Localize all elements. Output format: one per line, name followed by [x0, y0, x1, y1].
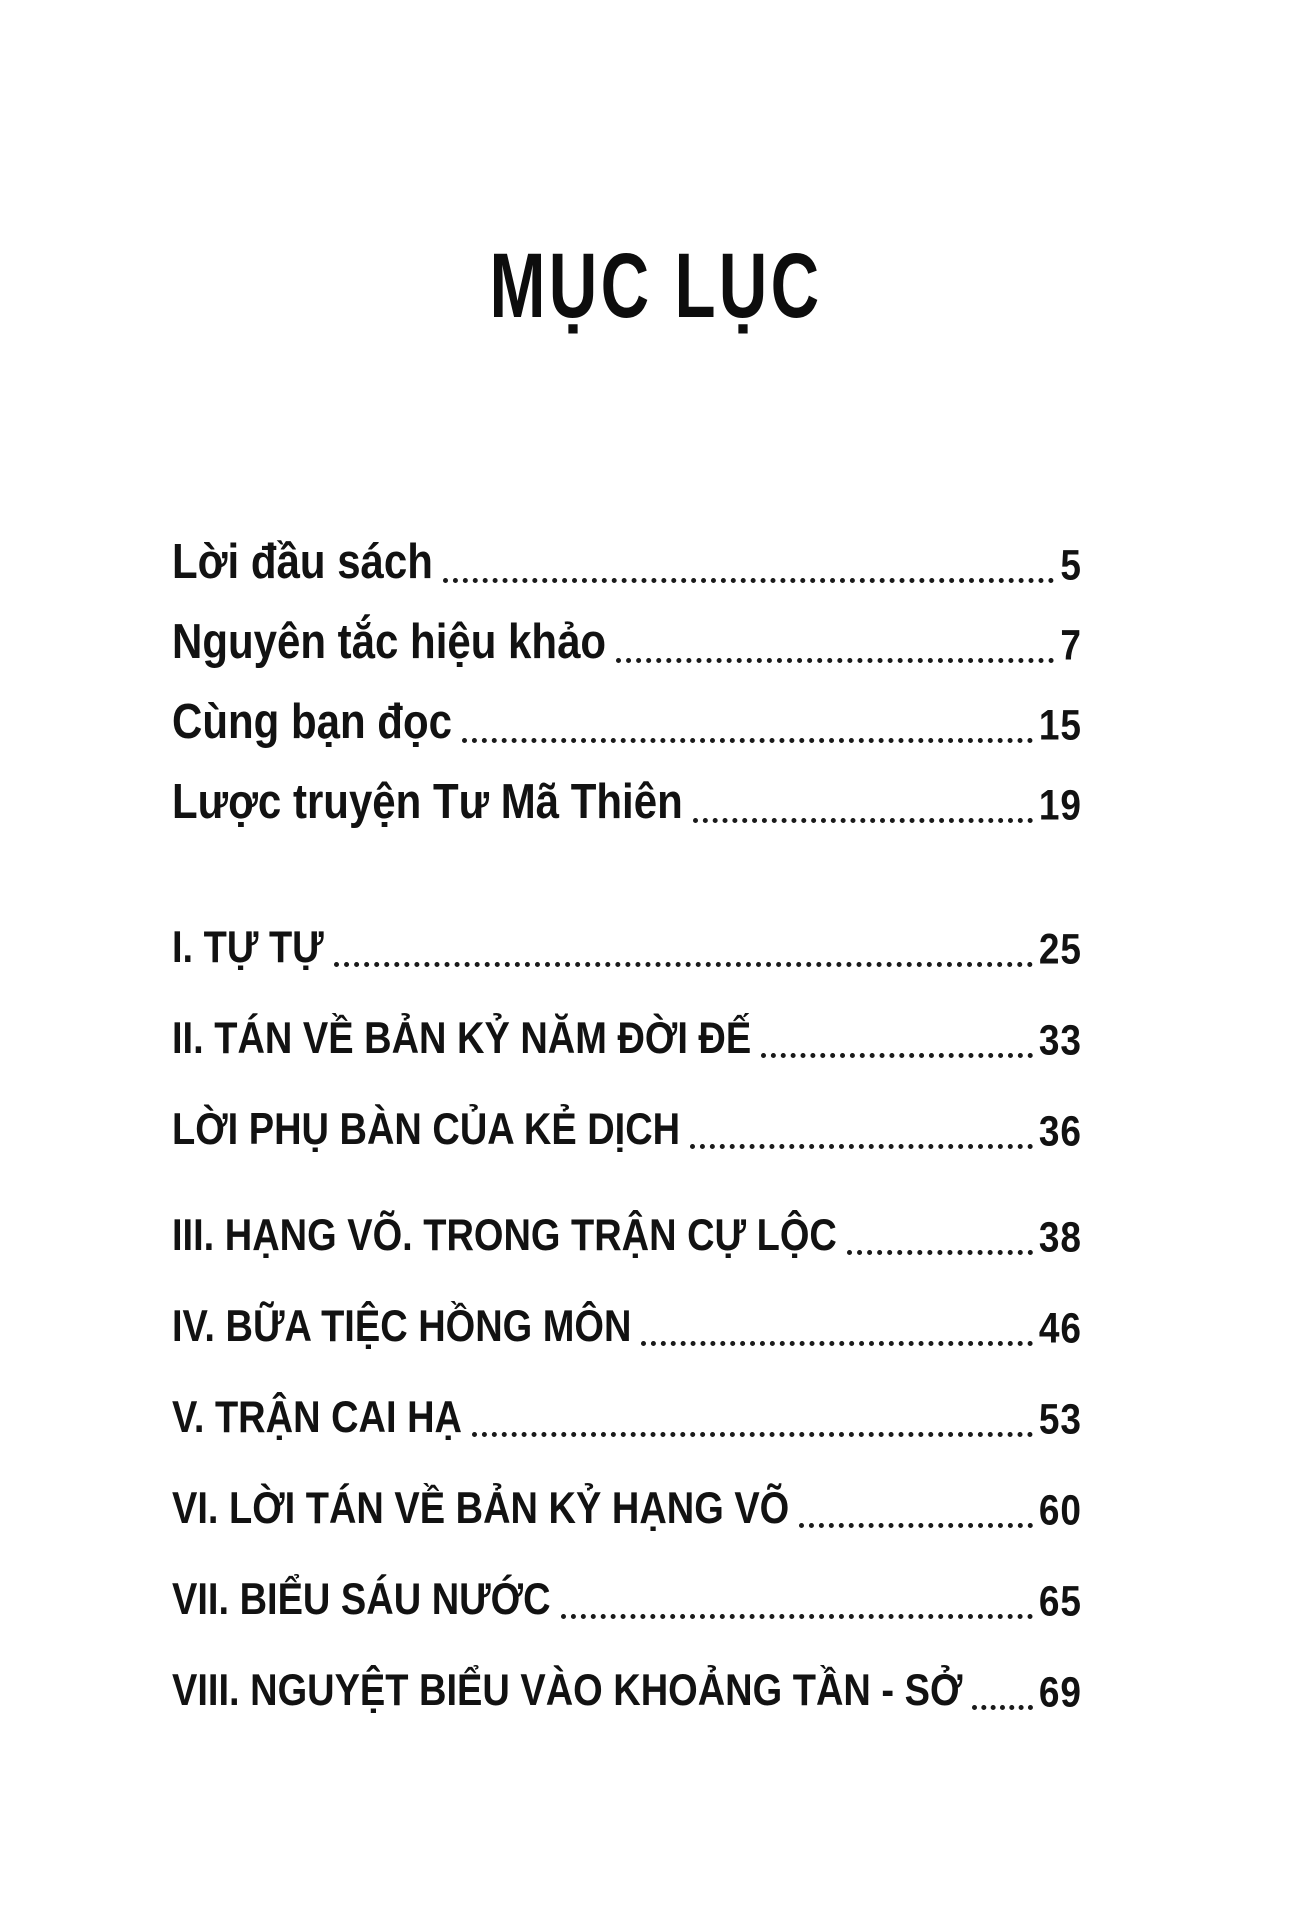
toc-entry-page-number: 33 [1038, 1016, 1082, 1064]
toc-entry-label: IV. BỮA TIỆC HỒNG MÔN [172, 1302, 632, 1352]
toc-entry-label: II. TÁN VỀ BẢN KỶ NĂM ĐỜI ĐẾ [172, 1014, 752, 1064]
toc-entry [172, 1100, 1082, 1156]
toc-entry-page-number: 15 [1038, 701, 1082, 749]
dotted-leader [641, 1341, 1032, 1346]
toc-front-matter-list [172, 533, 1082, 830]
toc-entry [172, 918, 1082, 974]
toc-entry-label: Lược truyện Tư Mã Thiên [172, 773, 683, 829]
toc-entry [172, 773, 1082, 830]
toc-entry [172, 693, 1082, 750]
toc-entry-label: Lời đầu sách [172, 533, 433, 589]
dotted-leader [693, 818, 1033, 823]
toc-entry [172, 533, 1082, 590]
toc-entry-label: Nguyên tắc hiệu khảo [172, 613, 607, 669]
toc-entry-label: V. TRẬN CAI HẠ [172, 1393, 462, 1443]
dotted-leader [972, 1705, 1032, 1710]
dotted-leader [334, 962, 1033, 967]
dotted-leader [616, 658, 1054, 663]
toc-entry [172, 1570, 1082, 1626]
dotted-leader [462, 738, 1033, 743]
toc-entry [172, 1009, 1082, 1065]
toc-entry-page-number: 60 [1038, 1486, 1082, 1534]
toc-entry-page-number: 7 [1060, 621, 1082, 669]
toc-entry [172, 1479, 1082, 1535]
toc-entry-label: VIII. NGUYỆT BIỂU VÀO KHOẢNG TẦN - SỞ [172, 1666, 963, 1716]
toc-chapters-list [172, 918, 1082, 1717]
toc-entry [172, 1297, 1082, 1353]
toc-entry-page-number: 46 [1038, 1304, 1082, 1352]
toc-entry [172, 613, 1082, 670]
toc-entry-page-number: 38 [1038, 1213, 1082, 1261]
dotted-leader [690, 1144, 1033, 1149]
toc-entry-page-number: 19 [1038, 781, 1082, 829]
toc-entry-label: VI. LỜI TÁN VỀ BẢN KỶ HẠNG VÕ [172, 1484, 790, 1534]
toc-entry-page-number: 25 [1038, 925, 1082, 973]
dotted-leader [761, 1053, 1033, 1058]
page-title: MỤC LỤC [489, 235, 823, 338]
dotted-leader [472, 1432, 1033, 1437]
toc-entry-label: LỜI PHỤ BÀN CỦA KẺ DỊCH [172, 1105, 681, 1155]
table-of-contents [172, 533, 1082, 1752]
toc-entry-label: Cùng bạn đọc [172, 693, 452, 749]
dotted-leader [561, 1614, 1033, 1619]
toc-entry-page-number: 65 [1038, 1577, 1082, 1625]
toc-entry-page-number: 36 [1038, 1107, 1082, 1155]
toc-entry [172, 1388, 1082, 1444]
dotted-leader [847, 1250, 1033, 1255]
toc-entry [172, 1661, 1082, 1717]
toc-entry [172, 1206, 1082, 1262]
toc-entry-page-number: 69 [1038, 1668, 1082, 1716]
toc-entry-page-number: 53 [1038, 1395, 1082, 1443]
toc-entry-label: III. HẠNG VÕ. TRONG TRẬN CỰ LỘC [172, 1211, 837, 1261]
toc-entry-label: VII. BIỂU SÁU NƯỚC [172, 1575, 551, 1625]
toc-entry-label: I. TỰ TỰ [172, 923, 324, 973]
dotted-leader [799, 1523, 1033, 1528]
dotted-leader [443, 578, 1055, 583]
toc-entry-page-number: 5 [1060, 541, 1082, 589]
